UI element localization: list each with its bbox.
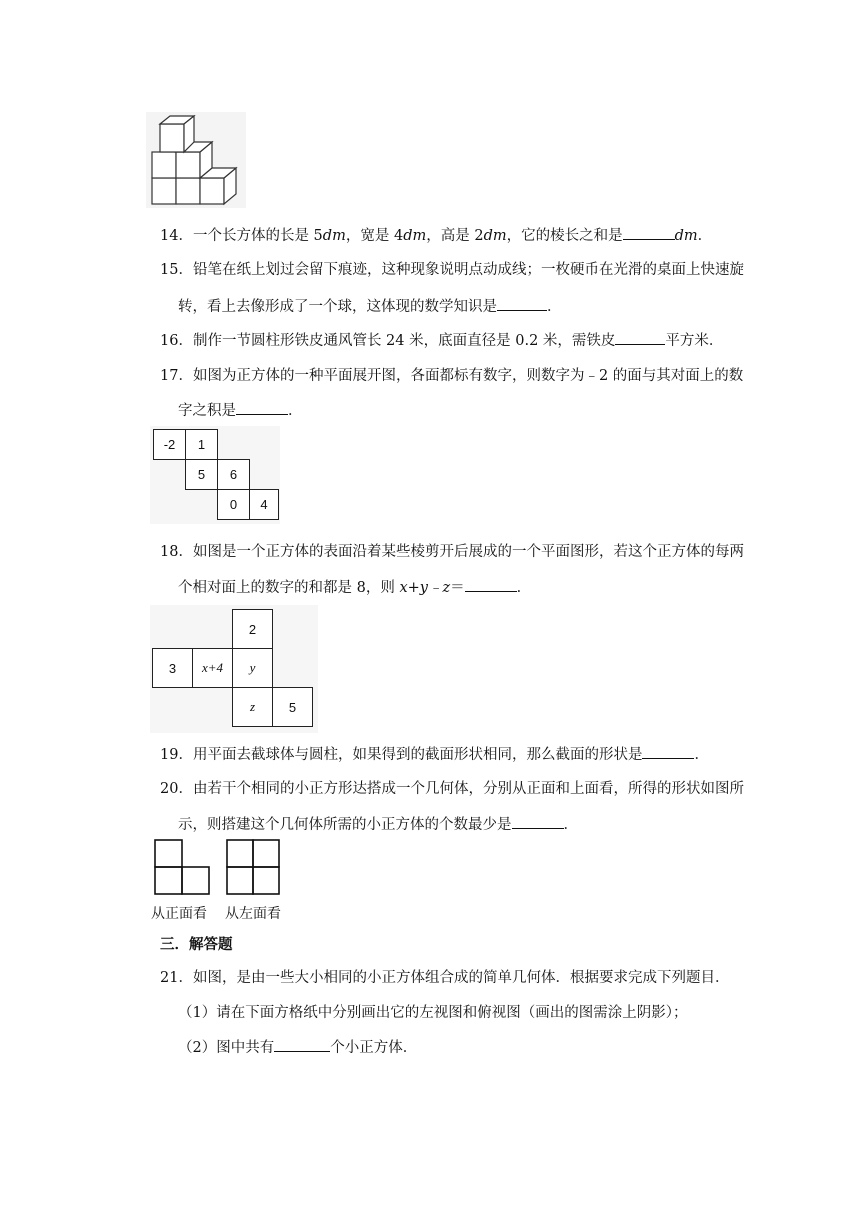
section-title: 三．解答题 — [160, 937, 233, 953]
front-view-figure — [153, 838, 211, 896]
answer-blank[interactable] — [497, 296, 547, 311]
question-18-line2: 个相对面上的数字的和都是 8，则 x+y﹣z＝ ． — [178, 577, 531, 598]
answer-blank[interactable] — [615, 330, 665, 345]
answer-blank[interactable] — [236, 400, 288, 415]
answer-blank[interactable] — [465, 577, 517, 592]
answer-blank[interactable] — [623, 225, 675, 240]
net-cell: 1 — [185, 429, 218, 460]
question-number: 19． — [160, 747, 193, 763]
question-15-line2: 转，看上去像形成了一个球，这体现的数学知识是 ． — [178, 296, 562, 317]
cube-net-figure-18 — [150, 605, 318, 733]
question-18: 18．如图是一个正方体的表面沿着某些棱剪开后展成的一个平面图形，若这个正方体的每两 — [160, 544, 744, 560]
answer-blank[interactable] — [274, 1037, 330, 1052]
question-19: 19．用平面去截球体与圆柱，如果得到的截面形状相同，那么截面的形状是 ． — [160, 744, 709, 765]
question-number: 21． — [160, 970, 193, 986]
answer-blank[interactable] — [642, 744, 694, 759]
question-17-line2: 字之积是 ． — [178, 400, 303, 421]
front-view-caption: 从正面看 — [151, 906, 207, 922]
question-21-sub2: （2）图中共有 个小正方体． — [178, 1037, 417, 1058]
net-cell: 5 — [272, 687, 313, 727]
net-cell: 3 — [152, 648, 193, 688]
net-cell: 5 — [185, 459, 218, 490]
net-cell: z — [232, 687, 273, 727]
question-15: 15．铅笔在纸上划过会留下痕迹，这种现象说明点动成线；一枚硬币在光滑的桌面上快速旋 — [160, 262, 744, 278]
net-cell: 4 — [249, 489, 279, 520]
net-cell: 6 — [217, 459, 250, 490]
left-view-caption: 从左面看 — [225, 906, 281, 922]
question-21: 21．如图，是由一些大小相同的小正方体组合成的简单几何体．根据要求完成下列题目． — [160, 970, 730, 986]
cube-net-figure-17 — [150, 426, 280, 524]
question-14: 14．一个长方体的长是 5dm，宽是 4dm，高是 2dm，它的棱长之和是 dm． — [160, 225, 712, 246]
left-view-figure — [225, 838, 281, 896]
question-number: 18． — [160, 544, 193, 560]
question-number: 17． — [160, 368, 193, 384]
question-number: 16． — [160, 333, 193, 349]
question-20-line2: 示，则搭建这个几何体所需的小正方体的个数最少是 ． — [178, 814, 578, 835]
question-21-sub1: （1）请在下面方格纸中分别画出它的左视图和俯视图（画出的图需涂上阴影）； — [178, 1005, 688, 1021]
question-number: 14． — [160, 228, 193, 244]
net-cell: x+4 — [192, 648, 233, 688]
net-cell: -2 — [153, 429, 186, 460]
question-16: 16．制作一节圆柱形铁皮通风管长 24 米，底面直径是 0.2 米，需铁皮 平方米． — [160, 330, 723, 351]
cube-stack-figure — [146, 112, 246, 208]
question-20: 20．由若干个相同的小正方形达搭成一个几何体，分别从正面和上面看，所得的形状如图所 — [160, 781, 744, 797]
answer-blank[interactable] — [512, 814, 564, 829]
net-cell: 2 — [232, 609, 273, 649]
net-cell: y — [232, 648, 273, 688]
question-17: 17．如图为正方体的一种平面展开图，各面都标有数字，则数字为﹣2 的面与其对面上的数 — [160, 368, 744, 384]
question-number: 20． — [160, 781, 193, 797]
question-number: 15． — [160, 262, 193, 278]
net-cell: 0 — [217, 489, 250, 520]
